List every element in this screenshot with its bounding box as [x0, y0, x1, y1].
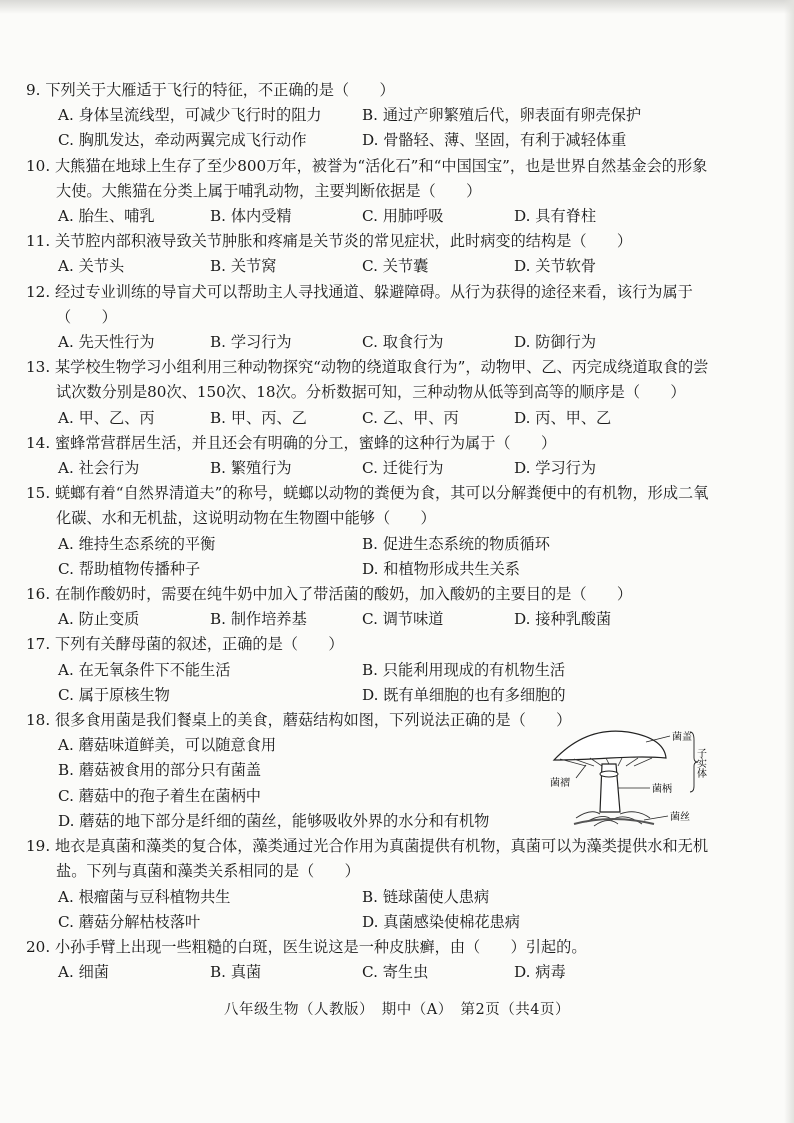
option-d: D. 既有单细胞的也有多细胞的	[362, 685, 566, 704]
option-c: C. 取食行为	[362, 333, 444, 352]
question-17	[26, 632, 716, 708]
question-9	[26, 78, 716, 154]
options	[26, 330, 716, 355]
question-10	[26, 154, 716, 230]
option-a: A. 在无氧条件下不能生活	[58, 660, 231, 679]
question-stem: 19. 地衣是真菌和藻类的复合体，藻类通过光合作用为真菌提供有机物，真菌可以为藻类提供水和无机盐。下列与真菌和藻类关系相同的是（ ）	[26, 837, 709, 881]
option-c: C. 寄生虫	[362, 963, 429, 982]
option-b: B. 蘑菇被食用的部分只有菌盖	[58, 761, 262, 780]
label-fruiting-body: 子实体	[694, 748, 706, 779]
option-b: B. 体内受精	[210, 207, 292, 226]
option-b: B. 链球菌使人患病	[362, 887, 490, 906]
scan-edge-right	[784, 0, 794, 1123]
option-c: C. 用肺呼吸	[362, 207, 444, 226]
option-b: B. 繁殖行为	[210, 459, 292, 478]
question-19	[26, 834, 716, 935]
option-b: B. 促进生态系统的物质循环	[362, 534, 550, 553]
option-d: D. 学习行为	[514, 459, 597, 478]
leader-gills	[576, 765, 586, 778]
question-stem: 11. 关节腔内部积液导致关节肿胀和疼痛是关节炎的常见症状，此时病变的结构是（ ）	[26, 232, 633, 251]
option-c: C. 蘑菇中的孢子着生在菌柄中	[58, 786, 261, 805]
question-stem: 18. 很多食用菌是我们餐桌上的美食，蘑菇结构如图，下列说法正确的是（ ）	[26, 711, 572, 730]
option-b: B. 通过产卵繁殖后代，卵表面有卵壳保护	[362, 106, 642, 125]
question-stem: 12. 经过专业训练的导盲犬可以帮助主人寻找通道、躲避障碍。从行为获得的途径来看，该行为属于（ ）	[26, 282, 693, 326]
options	[26, 254, 716, 279]
question-stem: 9. 下列关于大雁适于飞行的特征，不正确的是（ ）	[26, 81, 395, 99]
option-d: D. 接种乳酸菌	[514, 610, 612, 629]
option-d: D. 真菌感染使棉花患病	[362, 912, 520, 931]
label-cap: 菌盖	[672, 732, 692, 744]
label-stalk: 菌柄	[652, 784, 672, 796]
question-stem: 20. 小孙手臂上出现一些粗糙的白斑，医生说这是一种皮肤癣，由（ ）引起的。	[26, 937, 587, 956]
option-b: B. 学习行为	[210, 333, 292, 352]
options	[26, 658, 716, 708]
option-c: C. 调节味道	[362, 610, 444, 629]
option-a: A. 社会行为	[58, 459, 140, 478]
option-a: A. 根瘤菌与豆科植物共生	[58, 887, 231, 906]
options	[26, 103, 716, 153]
question-20	[26, 935, 716, 985]
options	[26, 456, 716, 481]
option-a: A. 防止变质	[58, 610, 140, 629]
option-a: A. 身体呈流线型，可减少飞行时的阻力	[58, 106, 322, 125]
question-15	[26, 481, 716, 582]
options	[26, 960, 716, 985]
question-stem: 13. 某学校生物学习小组利用三种动物探究“动物的绕道取食行为”，动物甲、乙、丙完成绕道取食的尝试次数分别是80次、150次、18次。分析数据可知，三种动物从低等到高等的顺序是（ ）	[26, 358, 709, 402]
option-b: B. 甲、丙、乙	[210, 408, 307, 427]
option-d: D. 病毒	[514, 963, 566, 982]
option-c: C. 蘑菇分解枯枝落叶	[58, 912, 201, 931]
options	[26, 607, 716, 632]
question-14	[26, 431, 716, 481]
option-a: A. 蘑菇味道鲜美，可以随意食用	[58, 736, 277, 755]
option-d: D. 防御行为	[514, 333, 597, 352]
option-d: D. 蘑菇的地下部分是纤细的菌丝，能够吸收外界的水分和有机物	[58, 811, 490, 830]
option-d: D. 骨骼轻、薄、坚固，有利于减轻体重	[362, 131, 627, 150]
option-a: A. 胎生、哺乳	[58, 207, 155, 226]
option-c: C. 胸肌发达，牵动两翼完成飞行动作	[58, 131, 307, 150]
option-a: A. 先天性行为	[58, 333, 155, 352]
question-11	[26, 229, 716, 279]
mushroom-figure	[546, 728, 716, 828]
options	[26, 406, 716, 431]
page-footer: 八年级生物（人教版） 期中（A） 第2页（共4页）	[224, 1002, 570, 1018]
question-list	[26, 78, 716, 985]
option-b: B. 真菌	[210, 963, 262, 982]
label-hyphae: 菌丝	[670, 812, 690, 824]
option-c: C. 帮助植物传播种子	[58, 559, 201, 578]
question-stem: 16. 在制作酸奶时，需要在纯牛奶中加入了带活菌的酸奶，加入酸奶的主要目的是（ ）	[26, 585, 633, 604]
options	[26, 532, 716, 582]
mushroom-cap-shape	[554, 731, 666, 760]
option-a: A. 细菌	[58, 963, 109, 982]
option-d: D. 丙、甲、乙	[514, 408, 612, 427]
option-b: B. 制作培养基	[210, 610, 307, 629]
option-c: C. 迁徙行为	[362, 459, 444, 478]
question-stem: 14. 蜜蜂常营群居生活，并且还会有明确的分工，蜜蜂的这种行为属于（ ）	[26, 433, 557, 452]
option-d: D. 具有脊柱	[514, 207, 597, 226]
question-stem: 10. 大熊猫在地球上生存了至少800万年，被誉为“活化石”和“中国国宝”，也是世界自然基金会的形象大使。大熊猫在分类上属于哺乳动物，主要判断依据是（ ）	[26, 156, 708, 200]
option-b: B. 关节窝	[210, 257, 277, 276]
option-b: B. 只能利用现成的有机物生活	[362, 660, 566, 679]
question-13	[26, 355, 716, 431]
option-c: C. 关节囊	[362, 257, 429, 276]
mushroom-ring-shape	[600, 771, 618, 777]
options	[26, 885, 716, 935]
option-a: A. 关节头	[58, 257, 125, 276]
option-c: C. 乙、甲、丙	[362, 408, 459, 427]
scan-edge-top	[0, 0, 794, 14]
option-c: C. 属于原核生物	[58, 685, 170, 704]
question-16	[26, 582, 716, 632]
option-d: D. 关节软骨	[514, 257, 597, 276]
question-stem: 17. 下列有关酵母菌的叙述，正确的是（ ）	[26, 635, 344, 654]
option-a: A. 甲、乙、丙	[58, 408, 155, 427]
question-18	[26, 708, 716, 834]
question-stem: 15. 蜣螂有着“自然界清道夫”的称号，蜣螂以动物的粪便为食，其可以分解粪便中的有机物，形成二氧化碳、水和无机盐，这说明动物在生物圈中能够（ ）	[26, 484, 709, 528]
option-d: D. 和植物形成共生关系	[362, 559, 520, 578]
question-12	[26, 280, 716, 356]
label-gills: 菌褶	[550, 778, 570, 790]
option-a: A. 维持生态系统的平衡	[58, 534, 216, 553]
options	[26, 204, 716, 229]
